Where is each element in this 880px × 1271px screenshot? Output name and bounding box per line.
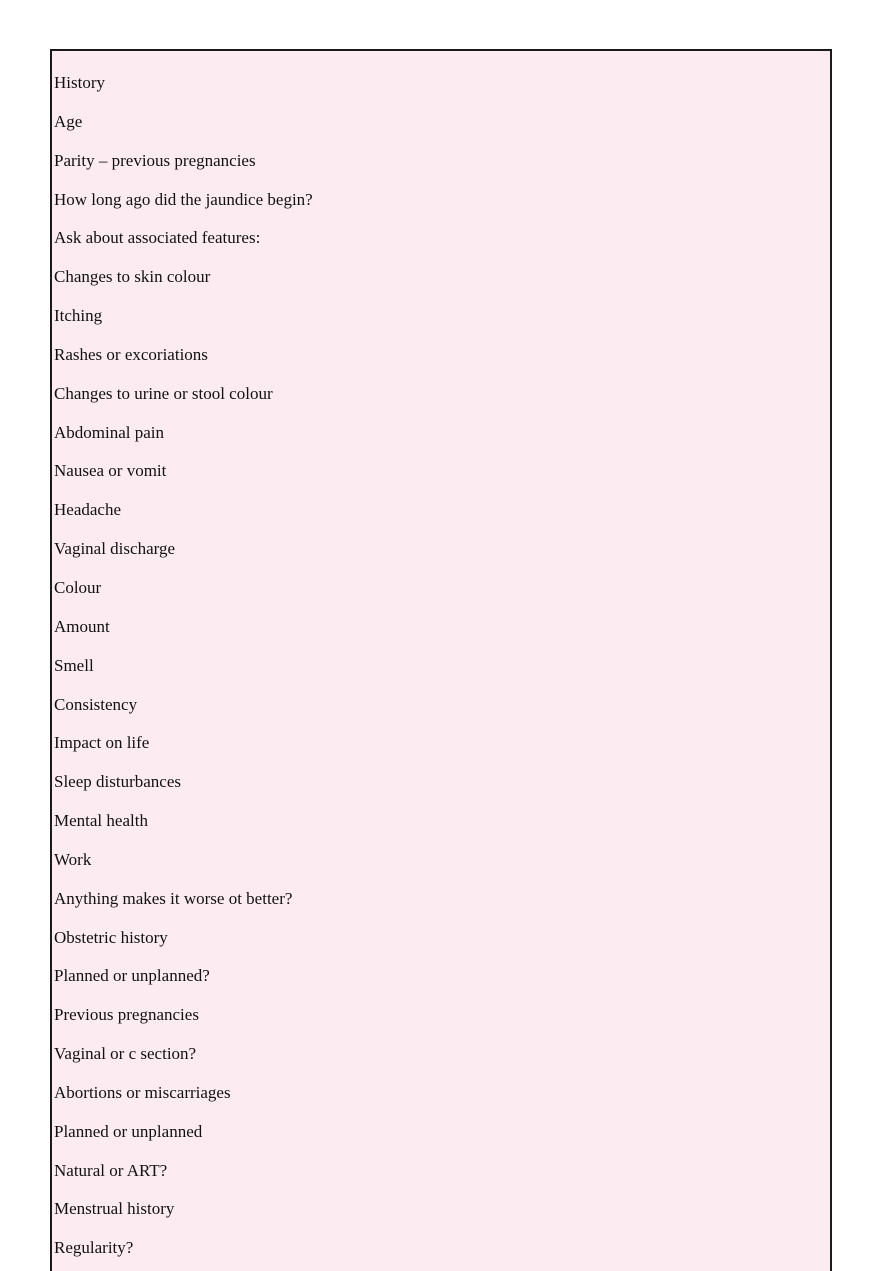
checklist-line: Changes to urine or stool colour bbox=[54, 383, 273, 403]
checklist-line: Itching bbox=[54, 306, 103, 326]
checklist-line: Abortions or miscarriages bbox=[54, 1082, 231, 1102]
checklist-line: Vaginal or c section? bbox=[54, 1044, 197, 1064]
history-checklist-box bbox=[50, 49, 832, 1271]
history-checklist bbox=[54, 71, 313, 1271]
checklist-line: Menstrual history bbox=[54, 1199, 175, 1219]
checklist-line: Impact on life bbox=[54, 733, 150, 753]
checklist-line: Consistency bbox=[54, 694, 138, 714]
checklist-line: Planned or unplanned bbox=[54, 1121, 203, 1141]
checklist-line: Parity – previous pregnancies bbox=[54, 150, 256, 170]
checklist-line: Obstetric history bbox=[54, 927, 168, 947]
checklist-line: Planned or unplanned? bbox=[54, 966, 210, 986]
checklist-line: Mental health bbox=[54, 811, 148, 831]
checklist-line: Amount bbox=[54, 616, 110, 636]
checklist-line: Abdominal pain bbox=[54, 422, 165, 442]
checklist-line: Age bbox=[54, 111, 83, 131]
checklist-line: Colour bbox=[54, 577, 102, 597]
checklist-line: Previous pregnancies bbox=[54, 1005, 199, 1025]
checklist-line: Ask about associated features: bbox=[54, 228, 261, 248]
checklist-line: Headache bbox=[54, 500, 122, 520]
checklist-line: Sleep disturbances bbox=[54, 772, 181, 792]
checklist-line: Natural or ART? bbox=[54, 1160, 168, 1180]
checklist-line: Anything makes it worse ot better? bbox=[54, 888, 293, 908]
checklist-line: Vaginal discharge bbox=[54, 539, 176, 559]
checklist-line: Rashes or excoriations bbox=[54, 344, 208, 364]
checklist-line: Regularity? bbox=[54, 1238, 134, 1258]
checklist-line: History bbox=[54, 73, 105, 92]
checklist-line: Changes to skin colour bbox=[54, 267, 211, 287]
checklist-line: Work bbox=[54, 849, 92, 869]
checklist-line: Smell bbox=[54, 655, 94, 675]
checklist-line: Nausea or vomit bbox=[54, 461, 167, 481]
checklist-line: How long ago did the jaundice begin? bbox=[54, 189, 313, 209]
